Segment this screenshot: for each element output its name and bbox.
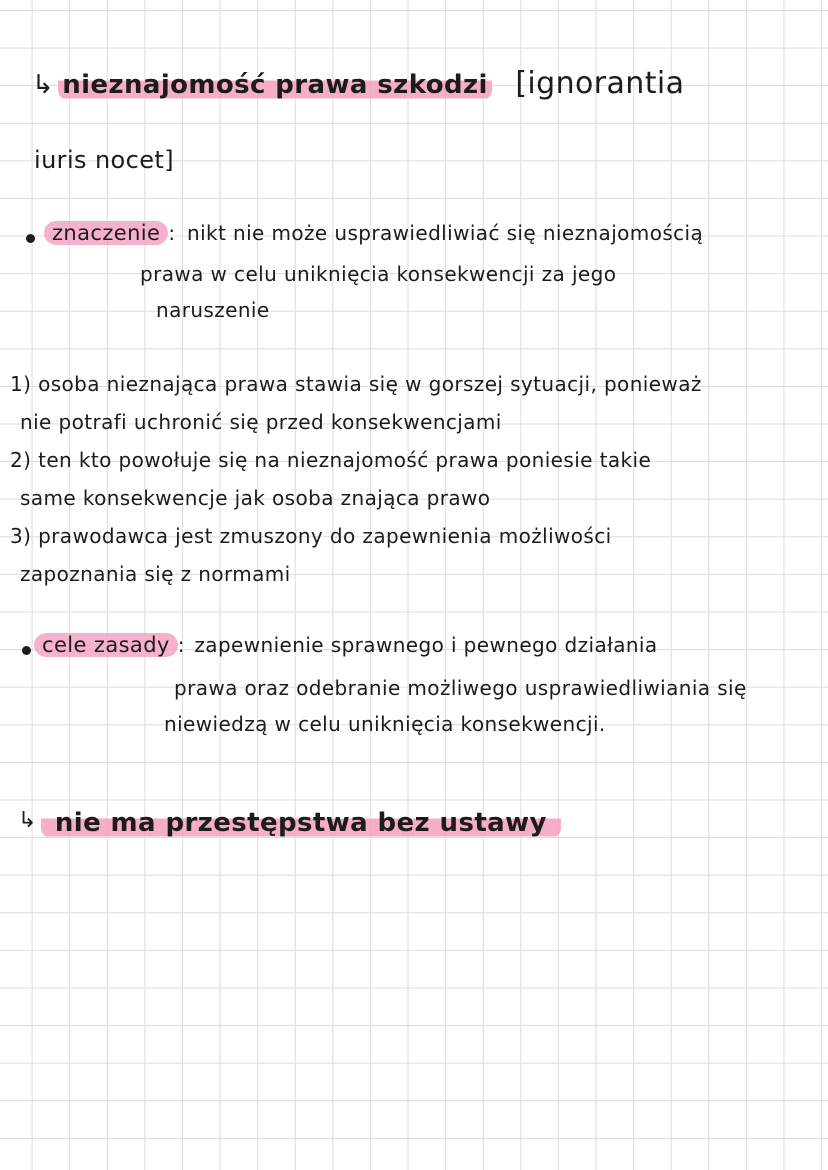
meaning-line-1 (44, 221, 703, 245)
numbered-line-2: nie potrafi uchronić się przed konsekwencjami (20, 410, 502, 434)
numbered-line-1: 1) osoba nieznająca prawa stawia się w gorszej sytuacji, ponieważ (10, 372, 702, 396)
goals-text-3: niewiedzą w celu uniknięcia konsekwencji. (164, 712, 606, 736)
numbered-line-3: 2) ten kto powołuje się na nieznajomość prawa poniesie takie (10, 448, 652, 472)
arrow-icon: ↳ (32, 70, 55, 100)
meaning-text-2: prawa w celu uniknięcia konsekwencji za jego (140, 262, 617, 286)
section2-heading (18, 808, 561, 838)
section2-title-highlighted: nie ma przestępstwa bez ustawy (41, 808, 561, 838)
numbered-line-4: same konsekwencje jak osoba znająca prawo (20, 486, 491, 510)
meaning-text-1: nikt nie może usprawiedliwiać się nieznajomością (187, 221, 704, 245)
goals-label: cele zasady (34, 633, 178, 657)
numbered-line-5: 3) prawodawca jest zmuszony do zapewnienia możliwości (10, 524, 612, 548)
section1-title-highlighted: nieznajomość prawa szkodzi (58, 70, 492, 100)
section1-title-latin-2: iuris nocet] (34, 146, 174, 174)
goals-line-1 (34, 633, 658, 657)
arrow-icon: ↳ (18, 808, 37, 833)
meaning-label: znaczenie (44, 221, 168, 245)
section1-heading (32, 66, 684, 101)
meaning-colon: : (168, 221, 176, 245)
numbered-line-6: zapoznania się z normami (20, 562, 291, 586)
meaning-text-3: naruszenie (156, 298, 270, 322)
bullet-dot (22, 646, 31, 655)
goals-text-2: prawa oraz odebranie możliwego usprawiedliwiania się (174, 676, 747, 700)
goals-text-1: zapewnienie sprawnego i pewnego działania (194, 633, 658, 657)
bullet-dot (26, 234, 35, 243)
goals-colon: : (177, 633, 185, 657)
section1-title-latin-1: [ignorantia (515, 66, 685, 101)
